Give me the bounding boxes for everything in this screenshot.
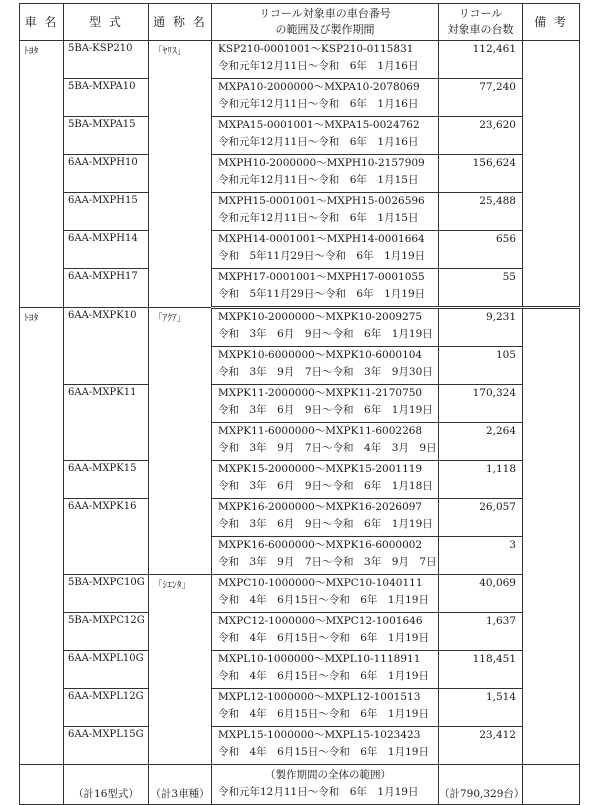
- table-row: [20, 308, 580, 347]
- totals-row: [20, 765, 580, 805]
- production-period: 令和 4年 6月15日～令和 6年 1月19日: [218, 670, 429, 682]
- model-cell: 6AA-MXPH15: [64, 193, 149, 231]
- model-cell: 6AA-MXPL15G: [64, 727, 149, 765]
- range-cell: [212, 461, 439, 499]
- production-period: 令和 4年 6月15日～令和 6年 1月19日: [218, 632, 429, 644]
- production-period: 令和 5年11月29日～令和 6年 1月19日: [218, 288, 426, 300]
- count-cell: 112,461: [439, 41, 523, 79]
- maker-cell: [20, 347, 64, 385]
- note-cell: [523, 575, 580, 613]
- range-cell: [212, 651, 439, 689]
- production-period: 令和元年12月11日～令和 6年 1月15日: [218, 174, 419, 186]
- maker-cell: ﾄﾖﾀ: [20, 41, 64, 79]
- nickname-cell: [149, 727, 212, 765]
- vin-range: MXPH14-0001001～MXPH14-0001664: [218, 233, 425, 245]
- nickname-cell: [149, 231, 212, 269]
- vin-range: MXPH15-0001001～MXPH15-0026596: [218, 195, 425, 207]
- header-count-line1: リコール: [458, 7, 503, 20]
- range-cell: [212, 41, 439, 79]
- model-cell: 6AA-MXPK11: [64, 385, 149, 423]
- vin-range: MXPA15-0001001～MXPA15-0024762: [218, 119, 420, 131]
- model-cell: 6AA-MXPK10: [64, 308, 149, 347]
- maker-cell: [20, 79, 64, 117]
- model-cell: [64, 423, 149, 461]
- range-cell: [212, 537, 439, 575]
- vin-range: MXPL10-1000000～MXPL10-1118911: [218, 653, 421, 665]
- production-period: 令和 4年 6月15日～令和 6年 1月19日: [218, 708, 429, 720]
- header-model: 型 式: [64, 4, 149, 41]
- table-header-row: [20, 4, 580, 41]
- table-row: [20, 117, 580, 155]
- vin-range: MXPK16-6000000～MXPK16-6000002: [218, 539, 423, 551]
- totals-note-cell: [523, 765, 580, 805]
- table-row: [20, 689, 580, 727]
- note-cell: [523, 727, 580, 765]
- count-cell: 55: [439, 269, 523, 308]
- totals-maker-cell: [20, 765, 64, 805]
- model-cell: 5BA-MXPC12G: [64, 613, 149, 651]
- production-period: 令和 3年 9月 7日～令和 4年 3月 9日: [218, 442, 437, 454]
- maker-cell: [20, 423, 64, 461]
- nickname-total: （計3車種）: [149, 765, 212, 805]
- table-row: [20, 79, 580, 117]
- range-cell: [212, 499, 439, 537]
- note-cell: [523, 308, 580, 347]
- header-count-line2: 対象車の台数: [447, 23, 514, 36]
- count-cell: 1,637: [439, 613, 523, 651]
- table-row: [20, 155, 580, 193]
- count-cell: 1,514: [439, 689, 523, 727]
- maker-cell: [20, 537, 64, 575]
- note-cell: [523, 613, 580, 651]
- nickname-cell: [149, 499, 212, 537]
- vin-range: MXPK11-6000000～MXPK11-6002268: [218, 425, 423, 437]
- note-cell: [523, 79, 580, 117]
- maker-cell: [20, 651, 64, 689]
- maker-cell: [20, 727, 64, 765]
- range-cell: [212, 423, 439, 461]
- maker-cell: [20, 117, 64, 155]
- model-cell: [64, 347, 149, 385]
- table-row: [20, 499, 580, 537]
- nickname-cell: [149, 651, 212, 689]
- production-period: 令和元年12月11日～令和 6年 1月16日: [218, 136, 419, 148]
- overall-range-period: 令和元年12月11日～令和 6年 1月19日: [218, 786, 419, 798]
- model-cell: [64, 537, 149, 575]
- overall-range-cell: [212, 765, 439, 805]
- nickname-cell: [149, 423, 212, 461]
- nickname-cell: [149, 689, 212, 727]
- nickname-cell: [149, 385, 212, 423]
- count-cell: 77,240: [439, 79, 523, 117]
- count-cell: 40,069: [439, 575, 523, 613]
- table-row: [20, 231, 580, 269]
- table-row: [20, 269, 580, 308]
- models-total: （計16型式）: [64, 765, 149, 805]
- table-row: [20, 385, 580, 423]
- model-cell: 5BA-KSP210: [64, 41, 149, 79]
- note-cell: [523, 269, 580, 308]
- model-cell: 6AA-MXPL10G: [64, 651, 149, 689]
- model-cell: 6AA-MXPL12G: [64, 689, 149, 727]
- maker-cell: [20, 689, 64, 727]
- production-period: 令和元年12月11日～令和 6年 1月15日: [218, 212, 419, 224]
- vin-range: MXPK10-6000000～MXPK10-6000104: [218, 349, 423, 361]
- table-row: [20, 461, 580, 499]
- production-period: 令和 3年 9月 7日～令和 3年 9月30日: [218, 366, 433, 378]
- header-maker: 車 名: [20, 4, 64, 41]
- table-row: [20, 727, 580, 765]
- nickname-cell: [149, 79, 212, 117]
- production-period: 令和 3年 9月 7日～令和 3年 9月 7日: [218, 556, 437, 568]
- range-cell: [212, 79, 439, 117]
- model-cell: 6AA-MXPK15: [64, 461, 149, 499]
- count-cell: 156,624: [439, 155, 523, 193]
- count-cell: 3: [439, 537, 523, 575]
- production-period: 令和元年12月11日～令和 6年 1月16日: [218, 98, 419, 110]
- vin-range: MXPA10-2000000～MXPA10-2078069: [218, 81, 420, 93]
- note-cell: [523, 347, 580, 385]
- recall-table: [19, 3, 580, 805]
- table-row: [20, 537, 580, 575]
- range-cell: [212, 193, 439, 231]
- header-note: 備 考: [523, 4, 580, 41]
- maker-cell: [20, 461, 64, 499]
- count-cell: 170,324: [439, 385, 523, 423]
- production-period: 令和元年12月11日～令和 6年 1月16日: [218, 60, 419, 72]
- model-cell: 6AA-MXPH10: [64, 155, 149, 193]
- vin-range: MXPC10-1000000～MXPC10-1040111: [218, 577, 423, 589]
- table-row: [20, 613, 580, 651]
- count-cell: 656: [439, 231, 523, 269]
- count-cell: 118,451: [439, 651, 523, 689]
- production-period: 令和 3年 6月 9日～令和 6年 1月19日: [218, 328, 433, 340]
- note-cell: [523, 155, 580, 193]
- model-cell: 5BA-MXPA15: [64, 117, 149, 155]
- note-cell: [523, 689, 580, 727]
- table-row: [20, 41, 580, 79]
- count-cell: 105: [439, 347, 523, 385]
- range-cell: [212, 231, 439, 269]
- production-period: 令和 3年 6月 9日～令和 6年 1月19日: [218, 518, 433, 530]
- note-cell: [523, 117, 580, 155]
- nickname-cell: [149, 193, 212, 231]
- header-count: [439, 4, 523, 41]
- overall-range-heading: （製作期間の全体の範囲）: [265, 769, 391, 781]
- note-cell: [523, 193, 580, 231]
- count-cell: 26,057: [439, 499, 523, 537]
- count-cell: 23,620: [439, 117, 523, 155]
- range-cell: [212, 575, 439, 613]
- vin-range: MXPH17-0001001～MXPH17-0001055: [218, 271, 425, 283]
- nickname-cell: [149, 347, 212, 385]
- vin-range: MXPK16-2000000～MXPK16-2026097: [218, 501, 423, 513]
- production-period: 令和 4年 6月15日～令和 6年 1月19日: [218, 746, 429, 758]
- model-cell: 6AA-MXPH14: [64, 231, 149, 269]
- table-row: [20, 423, 580, 461]
- range-cell: [212, 727, 439, 765]
- nickname-cell: 「ﾔﾘｽ」: [149, 41, 212, 79]
- header-range-line2: の範囲及び製作期間: [275, 23, 375, 36]
- maker-cell: ﾄﾖﾀ: [20, 308, 64, 347]
- note-cell: [523, 41, 580, 79]
- production-period: 令和 3年 6月 9日～令和 6年 1月19日: [218, 404, 433, 416]
- nickname-cell: [149, 537, 212, 575]
- vin-range: MXPK10-2000000～MXPK10-2009275: [218, 311, 423, 323]
- range-cell: [212, 269, 439, 308]
- production-period: 令和 5年11月29日～令和 6年 1月19日: [218, 250, 426, 262]
- maker-cell: [20, 193, 64, 231]
- nickname-cell: 「ｱｸｱ」: [149, 308, 212, 347]
- model-cell: 5BA-MXPA10: [64, 79, 149, 117]
- model-cell: 5BA-MXPC10G: [64, 575, 149, 613]
- note-cell: [523, 499, 580, 537]
- note-cell: [523, 461, 580, 499]
- note-cell: [523, 537, 580, 575]
- vin-range: MXPH10-2000000～MXPH10-2157909: [218, 157, 425, 169]
- production-period: 令和 4年 6月15日～令和 6年 1月19日: [218, 594, 429, 606]
- count-total: （計790,329台）: [439, 765, 523, 805]
- range-cell: [212, 117, 439, 155]
- range-cell: [212, 385, 439, 423]
- note-cell: [523, 651, 580, 689]
- maker-cell: [20, 499, 64, 537]
- maker-cell: [20, 155, 64, 193]
- table-row: [20, 651, 580, 689]
- maker-cell: [20, 575, 64, 613]
- production-period: 令和 3年 6月 9日～令和 6年 1月18日: [218, 480, 433, 492]
- table-row: [20, 575, 580, 613]
- vin-range: MXPL15-1000000～MXPL15-1023423: [218, 729, 421, 741]
- maker-cell: [20, 385, 64, 423]
- count-cell: 2,264: [439, 423, 523, 461]
- vin-range: MXPL12-1000000～MXPL12-1001513: [218, 691, 421, 703]
- table-row: [20, 347, 580, 385]
- nickname-cell: [149, 613, 212, 651]
- note-cell: [523, 231, 580, 269]
- range-cell: [212, 689, 439, 727]
- vin-range: MXPK11-2000000～MXPK11-2170750: [218, 387, 423, 399]
- note-cell: [523, 423, 580, 461]
- header-nickname: 通 称 名: [149, 4, 212, 41]
- nickname-cell: [149, 461, 212, 499]
- maker-cell: [20, 613, 64, 651]
- recall-table-document: [19, 3, 579, 805]
- vin-range: MXPC12-1000000～MXPC12-1001646: [218, 615, 423, 627]
- count-cell: 23,412: [439, 727, 523, 765]
- maker-cell: [20, 231, 64, 269]
- range-cell: [212, 347, 439, 385]
- nickname-cell: [149, 269, 212, 308]
- nickname-cell: 「ｼｴﾝﾀ」: [149, 575, 212, 613]
- note-cell: [523, 385, 580, 423]
- vin-range: MXPK15-2000000～MXPK15-2001119: [218, 463, 423, 475]
- nickname-cell: [149, 155, 212, 193]
- header-range-line1: リコール対象車の車台番号: [259, 7, 391, 20]
- nickname-cell: [149, 117, 212, 155]
- count-cell: 25,488: [439, 193, 523, 231]
- table-row: [20, 193, 580, 231]
- header-range: [212, 4, 439, 41]
- model-cell: 6AA-MXPH17: [64, 269, 149, 308]
- maker-cell: [20, 269, 64, 308]
- model-cell: 6AA-MXPK16: [64, 499, 149, 537]
- range-cell: [212, 308, 439, 347]
- count-cell: 9,231: [439, 308, 523, 347]
- vin-range: KSP210-0001001～KSP210-0115831: [218, 43, 414, 55]
- range-cell: [212, 155, 439, 193]
- range-cell: [212, 613, 439, 651]
- count-cell: 1,118: [439, 461, 523, 499]
